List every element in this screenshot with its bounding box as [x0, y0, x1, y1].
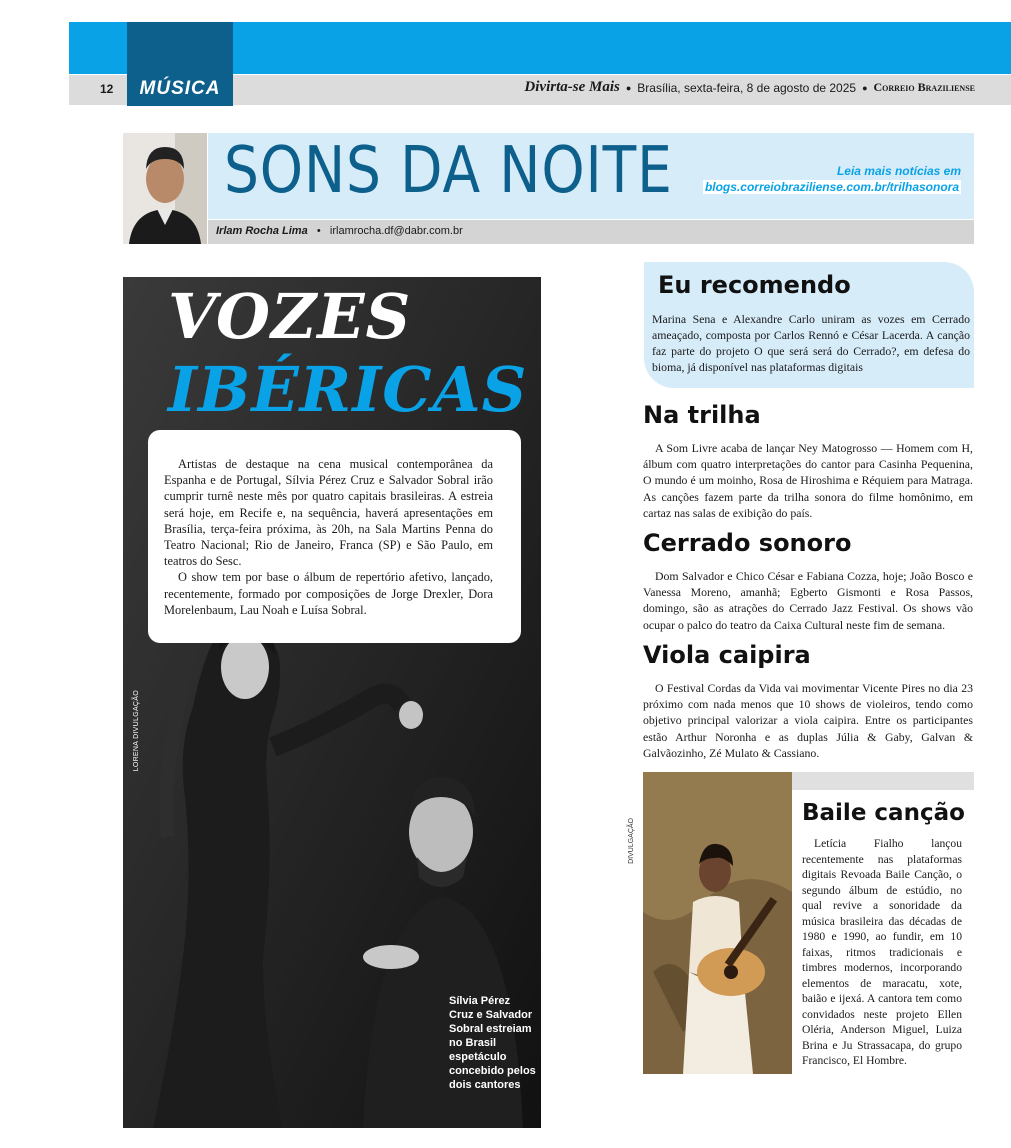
- section-title: Cerrado sonoro: [643, 529, 852, 557]
- folio-line: [524, 79, 975, 96]
- author-name: Irlam Rocha Lima: [216, 225, 308, 237]
- lead-text-box: [148, 430, 521, 643]
- section-body: Dom Salvador e Chico César e Fabiana Cozza, hoje; João Bosco e Vanessa Moreno, amanhã; Egberto Gismonti e Rosa Passos, domingo, são as atrações do Cerrado Jazz Festival. Os shows vão ocupar o palco do teatro da Caixa Cultural neste fim de semana.: [643, 569, 973, 632]
- photo-caption: Sílvia Pérez Cruz e Salvador Sobral estreiam no Brasil espetáculo concebido pelos dois cantores: [449, 995, 536, 1091]
- photo-credit: LORENA DIVULGAÇÃO: [133, 690, 140, 772]
- byline-bullet: •: [316, 225, 321, 237]
- section-body: O Festival Cordas da Vida vai movimentar Vicente Pires no dia 23 próximo com nada menos que 10 shows de violeiros, tendo como objetivo principal valorizar a viola caipira. Entre os participantes estão Arthur Noronha e as duplas Júlia & Gaby, Galvan & Galvãozinho, Zé Mulato & Cassiano.: [643, 681, 973, 760]
- baile-title: Baile canção: [802, 800, 965, 826]
- recommend-title: Eu recomendo: [658, 271, 851, 299]
- lead-paragraph: Artistas de destaque na cena musical contemporânea da Espanha e de Portugal, Sílvia Pérez Cruz e Salvador Sobral irão cumprir turnê neste mês por quatro capitais brasileiras. A estreia será hoje, em Recife e, na sequência, haverá apresentações em Brasília, terça-feira próxima, às 20h, na Sala Martins Penna do Teatro Nacional; Rio de Janeiro, Franca (SP) e São Paulo, em teatros do Sesc.: [164, 457, 493, 569]
- section-title: Viola caipira: [643, 641, 811, 669]
- baile-photo-credit: DIVULGAÇÃO: [628, 818, 635, 864]
- bullet-icon: ●: [625, 82, 632, 93]
- byline: [216, 225, 463, 237]
- bullet-icon: ●: [862, 82, 868, 93]
- dateline: Brasília, sexta-feira, 8 de agosto de 2025: [637, 80, 857, 95]
- lead-paragraph: O show tem por base o álbum de repertório afetivo, lançado, recentemente, formado por composições de Jorge Drexler, Dora Morelenbaum, Lau Noah e Luísa Sobral.: [164, 570, 493, 617]
- columnist-photo: [123, 133, 207, 244]
- lead-title-line1: VOZES: [168, 280, 412, 353]
- blog-link[interactable]: blogs.correiobraziliense.com.br/trilhasonora: [704, 180, 959, 194]
- recommend-body: Marina Sena e Alexandre Carlo uniram as vozes em Cerrado ameaçado, composta por Carlos Rennó e César Lacerda. A canção faz parte do projeto O que será será do Cerrado?, em defesa do bioma, já disponível nas plataformas digitais: [652, 312, 970, 374]
- page-number: 12: [100, 82, 114, 96]
- newspaper-name: Correio Braziliense: [873, 80, 975, 94]
- supplement-name: Divirta-se Mais: [524, 79, 620, 95]
- more-news: [703, 163, 961, 195]
- baile-photo: [643, 772, 792, 1074]
- more-news-label: Leia mais notícias em: [836, 164, 961, 178]
- baile-body: Letícia Fialho lançou recentemente nas plataformas digitais Revoada Baile Canção, o segundo álbum de estúdio, no qual revive a sonoridade da música brasileira das décadas de 1980 e 1990, ao fundir, em 10 faixas, ritmos tradicionais e timbres modernos, incorporando elementos de maracatu, xote, baião e ijexá. A cantora tem como convidados neste projeto Ellen Oléria, Anderson Miguel, Luiza Brina e Ju Strassacapa, do grupo Francisco, El Hombre.: [802, 837, 962, 1067]
- section-title: Na trilha: [643, 401, 761, 429]
- column-title: SONS DA NOITE: [224, 134, 673, 208]
- author-email[interactable]: irlamrocha.df@dabr.com.br: [329, 225, 463, 237]
- lead-title-line2: IBÉRICAS: [168, 353, 528, 426]
- section-label: MÚSICA: [139, 78, 221, 99]
- section-body: A Som Livre acaba de lançar Ney Matogrosso — Homem com H, álbum com quatro interpretações do cantor para Casinha Pequenina, O mundo é um moinho, Rosa de Hiroshima e Réquiem para Matraga. As canções fazem parte da trilha sonora do filme homônimo, em cartaz nas salas de exibição do país.: [643, 441, 973, 520]
